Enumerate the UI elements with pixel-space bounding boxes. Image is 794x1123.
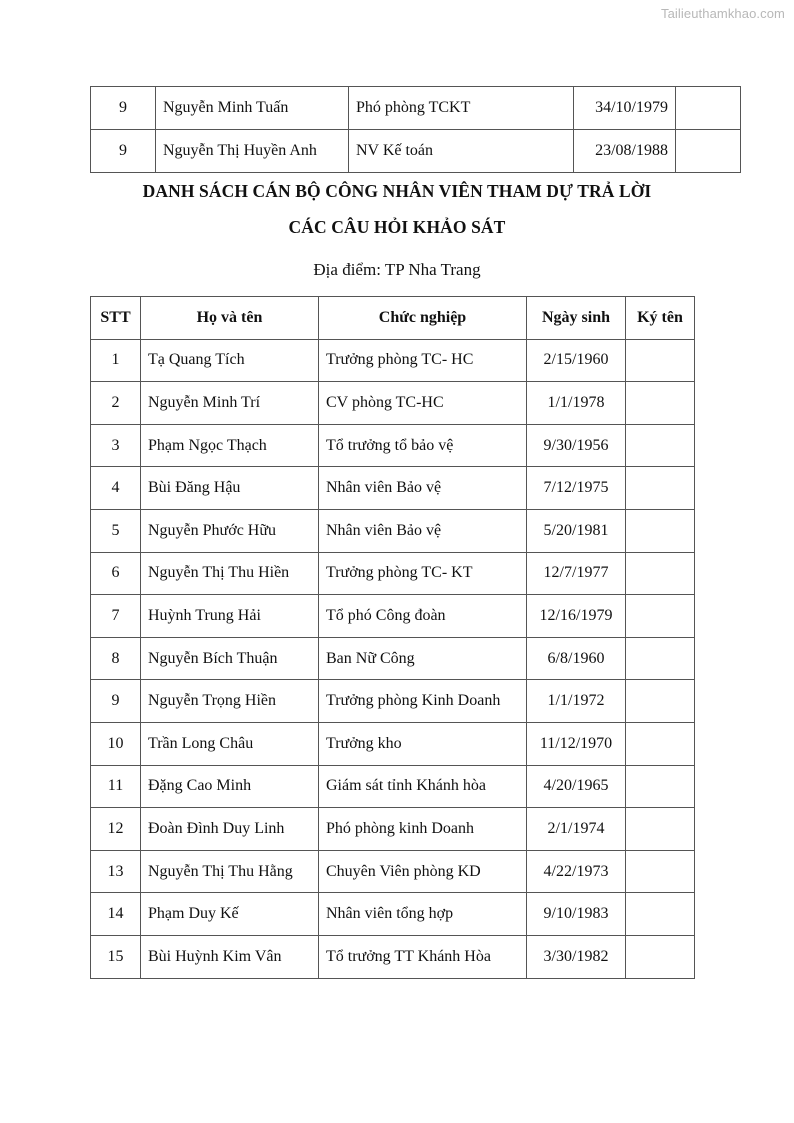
table-row xyxy=(91,637,695,680)
cell-signature xyxy=(676,87,741,130)
table-header-row xyxy=(91,297,695,340)
cell-signature xyxy=(626,722,695,765)
cell-stt: 11 xyxy=(91,765,141,808)
cell-stt: 12 xyxy=(91,808,141,851)
cell-signature xyxy=(626,765,695,808)
cell-dob: 12/16/1979 xyxy=(527,595,626,638)
cell-position: Tổ trưởng TT Khánh Hòa xyxy=(319,935,527,978)
cell-signature xyxy=(626,382,695,425)
table-row xyxy=(91,467,695,510)
table-row xyxy=(91,595,695,638)
cell-signature xyxy=(626,552,695,595)
table-row xyxy=(91,339,695,382)
table-row xyxy=(91,382,695,425)
cell-stt: 8 xyxy=(91,637,141,680)
cell-position: Tổ phó Công đoàn xyxy=(319,595,527,638)
cell-stt: 9 xyxy=(91,680,141,723)
cell-name: Bùi Đăng Hậu xyxy=(141,467,319,510)
cell-name: Nguyễn Thị Thu Hiền xyxy=(141,552,319,595)
table-row xyxy=(91,935,695,978)
cell-position: Nhân viên tổng hợp xyxy=(319,893,527,936)
cell-stt: 7 xyxy=(91,595,141,638)
cell-signature xyxy=(626,680,695,723)
cell-dob: 9/30/1956 xyxy=(527,424,626,467)
cell-dob: 4/22/1973 xyxy=(527,850,626,893)
cell-signature xyxy=(676,130,741,173)
table-row xyxy=(91,509,695,552)
cell-dob: 6/8/1960 xyxy=(527,637,626,680)
table-row xyxy=(91,680,695,723)
cell-name: Nguyễn Thị Huyền Anh xyxy=(156,130,349,173)
cell-position: Phó phòng kinh Doanh xyxy=(319,808,527,851)
cell-signature xyxy=(626,467,695,510)
table-row xyxy=(91,765,695,808)
cell-dob: 11/12/1970 xyxy=(527,722,626,765)
table-row xyxy=(91,424,695,467)
cell-dob: 5/20/1981 xyxy=(527,509,626,552)
cell-name: Tạ Quang Tích xyxy=(141,339,319,382)
table-row xyxy=(91,552,695,595)
cell-stt: 9 xyxy=(91,87,156,130)
cell-dob: 1/1/1972 xyxy=(527,680,626,723)
cell-signature xyxy=(626,935,695,978)
cell-dob: 9/10/1983 xyxy=(527,893,626,936)
cell-stt: 1 xyxy=(91,339,141,382)
cell-name: Bùi Huỳnh Kim Vân xyxy=(141,935,319,978)
cell-name: Phạm Ngọc Thạch xyxy=(141,424,319,467)
table-row xyxy=(91,722,695,765)
cell-position: Nhân viên Bảo vệ xyxy=(319,467,527,510)
cell-name: Trần Long Châu xyxy=(141,722,319,765)
cell-dob: 2/1/1974 xyxy=(527,808,626,851)
previous-page-table xyxy=(90,86,741,173)
cell-signature xyxy=(626,850,695,893)
cell-signature xyxy=(626,595,695,638)
header-stt: STT xyxy=(91,297,141,340)
cell-stt: 10 xyxy=(91,722,141,765)
cell-stt: 4 xyxy=(91,467,141,510)
cell-name: Huỳnh Trung Hải xyxy=(141,595,319,638)
cell-name: Đặng Cao Minh xyxy=(141,765,319,808)
cell-position: Giám sát tỉnh Khánh hòa xyxy=(319,765,527,808)
table-row xyxy=(91,130,741,173)
cell-name: Nguyễn Thị Thu Hằng xyxy=(141,850,319,893)
table-row xyxy=(91,893,695,936)
cell-position: Nhân viên Bảo vệ xyxy=(319,509,527,552)
cell-signature xyxy=(626,424,695,467)
cell-signature xyxy=(626,808,695,851)
cell-stt: 2 xyxy=(91,382,141,425)
table-row xyxy=(91,850,695,893)
header-position: Chức nghiệp xyxy=(319,297,527,340)
cell-position: Trưởng phòng Kinh Doanh xyxy=(319,680,527,723)
cell-name: Nguyễn Minh Trí xyxy=(141,382,319,425)
cell-name: Phạm Duy Kế xyxy=(141,893,319,936)
cell-dob: 23/08/1988 xyxy=(574,130,676,173)
cell-position: Phó phòng TCKT xyxy=(349,87,574,130)
cell-position: Chuyên Viên phòng KD xyxy=(319,850,527,893)
cell-name: Nguyễn Trọng Hiền xyxy=(141,680,319,723)
cell-dob: 1/1/1978 xyxy=(527,382,626,425)
header-name: Họ và tên xyxy=(141,297,319,340)
cell-position: NV Kế toán xyxy=(349,130,574,173)
cell-dob: 3/30/1982 xyxy=(527,935,626,978)
cell-stt: 15 xyxy=(91,935,141,978)
cell-dob: 34/10/1979 xyxy=(574,87,676,130)
document-title-line1: DANH SÁCH CÁN BỘ CÔNG NHÂN VIÊN THAM DỰ TRẢ LỜI xyxy=(142,181,652,201)
cell-stt: 14 xyxy=(91,893,141,936)
cell-position: Trưởng phòng TC- HC xyxy=(319,339,527,382)
cell-stt: 6 xyxy=(91,552,141,595)
cell-name: Nguyễn Minh Tuấn xyxy=(156,87,349,130)
cell-name: Nguyễn Phước Hữu xyxy=(141,509,319,552)
table-row xyxy=(91,808,695,851)
cell-stt: 3 xyxy=(91,424,141,467)
cell-position: Ban Nữ Công xyxy=(319,637,527,680)
cell-signature xyxy=(626,509,695,552)
cell-stt: 5 xyxy=(91,509,141,552)
cell-signature xyxy=(626,637,695,680)
location-text: Địa điểm: TP Nha Trang xyxy=(313,260,481,279)
cell-dob: 2/15/1960 xyxy=(527,339,626,382)
cell-name: Đoàn Đình Duy Linh xyxy=(141,808,319,851)
document-title-line2: CÁC CÂU HỎI KHẢO SÁT xyxy=(288,217,506,237)
cell-dob: 7/12/1975 xyxy=(527,467,626,510)
cell-dob: 12/7/1977 xyxy=(527,552,626,595)
cell-position: CV phòng TC-HC xyxy=(319,382,527,425)
cell-dob: 4/20/1965 xyxy=(527,765,626,808)
table-row xyxy=(91,87,741,130)
cell-position: Tổ trưởng tổ bảo vệ xyxy=(319,424,527,467)
cell-position: Trưởng kho xyxy=(319,722,527,765)
cell-stt: 13 xyxy=(91,850,141,893)
cell-signature xyxy=(626,893,695,936)
cell-name: Nguyễn Bích Thuận xyxy=(141,637,319,680)
cell-stt: 9 xyxy=(91,130,156,173)
participant-table xyxy=(90,296,695,979)
header-dob: Ngày sinh xyxy=(527,297,626,340)
cell-signature xyxy=(626,339,695,382)
header-signature: Ký tên xyxy=(626,297,695,340)
watermark: Tailieuthamkhao.com xyxy=(660,6,785,21)
cell-position: Trưởng phòng TC- KT xyxy=(319,552,527,595)
